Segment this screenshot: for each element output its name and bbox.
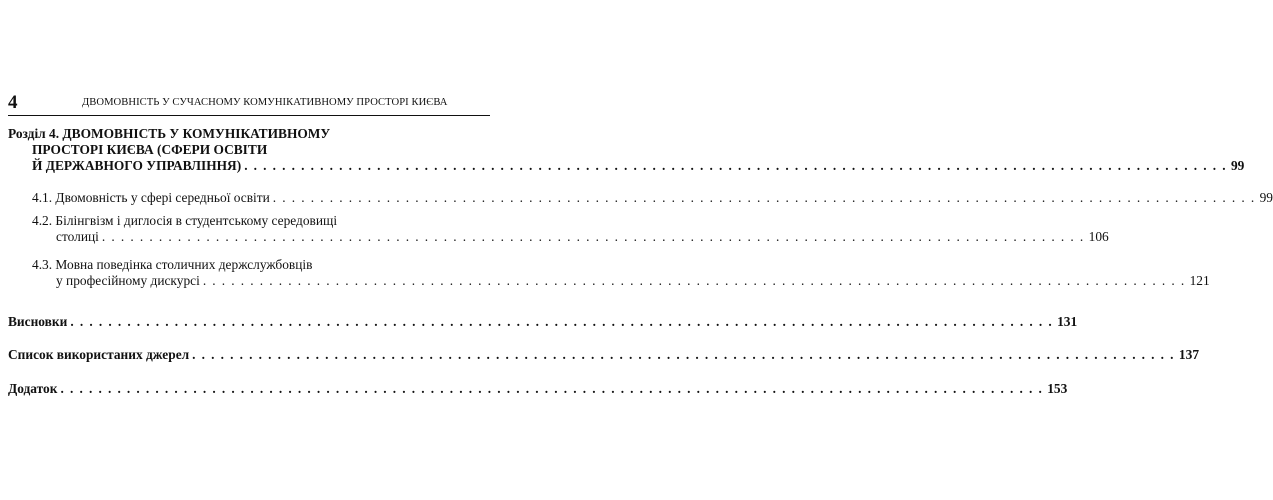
running-header xyxy=(8,93,490,116)
toc-conclusions-title: Висновки xyxy=(8,314,68,329)
toc-conclusions-line xyxy=(8,314,1078,330)
dot-leader: . . . . . . . . . . . . . . . . . . . . . . . . . . . . . . . . . . . . . . . . . . . . . . . . . . . . . . . . . . . . . . . . . . . . . . . . . . . . . . . . . . . . . . . . . . . . . . . . . . . . . . . . xyxy=(192,347,1175,362)
toc-section-4-2-title-line-2: столиці xyxy=(56,229,99,244)
toc-section-4-1-title: 4.1. Двомовність у сфері середньої освіти xyxy=(32,190,270,205)
toc-section-4-1-line xyxy=(32,190,1273,206)
toc-entry-section-4-1 xyxy=(32,190,1273,206)
toc-page-number: 153 xyxy=(1047,381,1068,396)
page-number: 4 xyxy=(8,92,18,113)
toc-page-number: 99 xyxy=(1230,158,1245,173)
dot-leader: . . . . . . . . . . . . . . . . . . . . . . . . . . . . . . . . . . . . . . . . . . . . . . . . . . . . . . . . . . . . . . . . . . . . . . . . . . . . . . . . . . . . . . . . . . . . . . . . . . . . . . . . xyxy=(70,314,1054,329)
toc-entry-appendix xyxy=(8,381,1068,397)
toc-section-4-3-last-line xyxy=(32,273,1210,289)
toc-page-number: 121 xyxy=(1189,273,1210,288)
dot-leader: . . . . . . . . . . . . . . . . . . . . . . . . . . . . . . . . . . . . . . . . . . . . . . . . . . . . . . . . . . . . . . . . . . . . . . . . . . . . . . . . . . . . . . . . . . . . . . . . . . . . . . . . xyxy=(202,273,1186,288)
dot-leader: . . . . . . . . . . . . . . . . . . . . . . . . . . . . . . . . . . . . . . . . . . . . . . . . . . . . . . . . . . . . . . . . . . . . . . . . . . . . . . . . . . . . . . . . . . . . . . . . . . . . . . . . xyxy=(101,229,1085,244)
toc-entry-section-4-2 xyxy=(32,213,1109,245)
toc-page-number: 99 xyxy=(1259,190,1273,205)
toc-chapter-title-line-2: ПРОСТОРІ КИЄВА (СФЕРИ ОСВІТИ xyxy=(32,142,268,157)
toc-page-number: 137 xyxy=(1178,347,1200,362)
toc-section-4-2-title-line-1: 4.2. Білінгвізм і диглосія в студентському середовищі xyxy=(32,213,338,228)
toc-chapter-title-line-3: Й ДЕРЖАВНОГО УПРАВЛІННЯ) xyxy=(32,158,242,173)
running-header-title: ДВОМОВНІСТЬ У СУЧАСНОМУ КОМУНІКАТИВНОМУ ПРОСТОРІ КИЄВА xyxy=(82,97,448,108)
toc-entry-references xyxy=(8,347,1200,363)
toc-entry-chapter-4 xyxy=(8,126,1245,174)
toc-appendix-line xyxy=(8,381,1068,397)
toc-page-number: 131 xyxy=(1057,314,1078,329)
toc-page-number: 106 xyxy=(1088,229,1109,244)
toc-section-4-3-title-line-1: 4.3. Мовна поведінка столичних держслужбовців xyxy=(32,257,313,272)
toc-entry-section-4-3 xyxy=(32,257,1210,289)
toc-appendix-title: Додаток xyxy=(8,381,58,396)
dot-leader: . . . . . . . . . . . . . . . . . . . . . . . . . . . . . . . . . . . . . . . . . . . . . . . . . . . . . . . . . . . . . . . . . . . . . . . . . . . . . . . . . . . . . . . . . . . . . . . . . . . . . . . . xyxy=(244,158,1227,173)
toc-references-line xyxy=(8,347,1200,363)
dot-leader: . . . . . . . . . . . . . . . . . . . . . . . . . . . . . . . . . . . . . . . . . . . . . . . . . . . . . . . . . . . . . . . . . . . . . . . . . . . . . . . . . . . . . . . . . . . . . . . . . . . . . . . . xyxy=(60,381,1044,396)
toc-chapter-last-line xyxy=(8,158,1245,174)
toc-entry-conclusions xyxy=(8,314,1078,330)
toc-chapter-title-line-1: Розділ 4. ДВОМОВНІСТЬ У КОМУНІКАТИВНОМУ xyxy=(8,126,331,141)
toc-section-4-2-last-line xyxy=(32,229,1109,245)
toc-section-4-3-title-line-2: у професійному дискурсі xyxy=(56,273,200,288)
dot-leader: . . . . . . . . . . . . . . . . . . . . . . . . . . . . . . . . . . . . . . . . . . . . . . . . . . . . . . . . . . . . . . . . . . . . . . . . . . . . . . . . . . . . . . . . . . . . . . . . . . . . . . . . xyxy=(272,190,1256,205)
toc-references-title: Список використаних джерел xyxy=(8,347,190,362)
